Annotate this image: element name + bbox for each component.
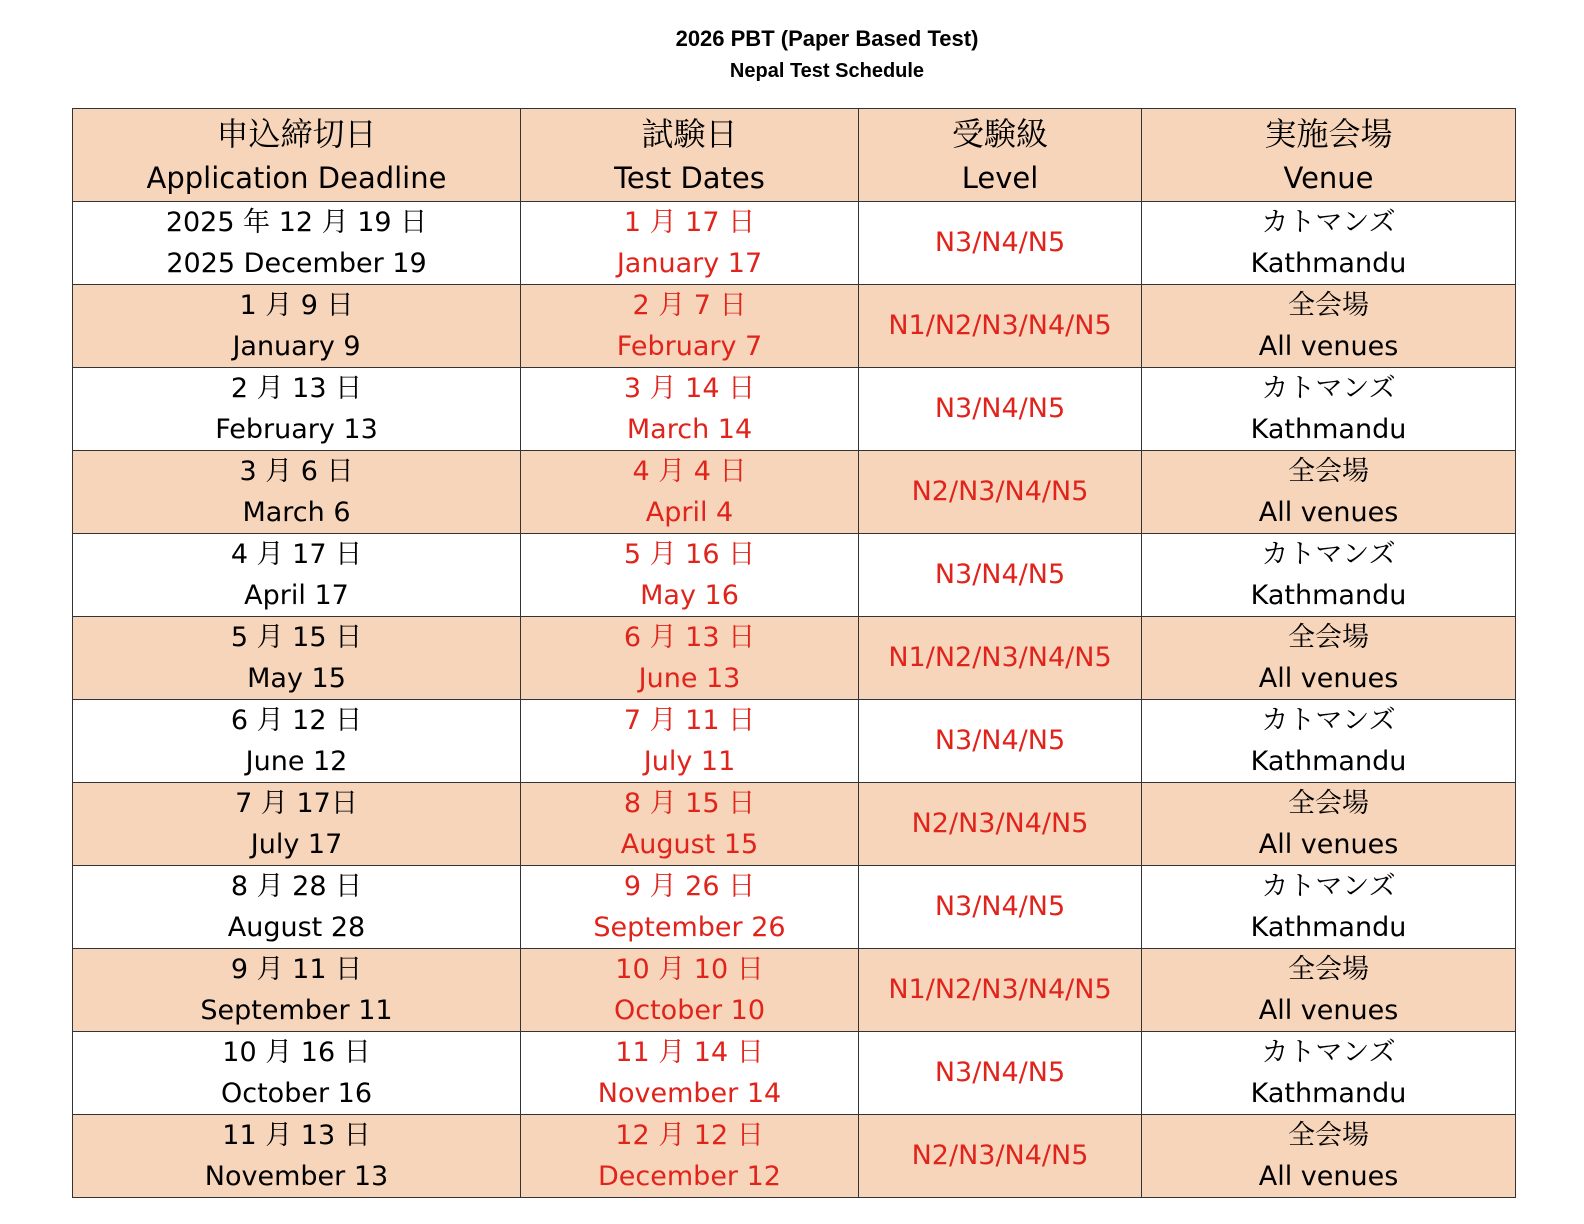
header-jp: 試験日 <box>641 115 738 153</box>
table-row <box>73 451 1516 534</box>
venue-cell <box>1142 534 1516 617</box>
test-date-en: October 10 <box>614 995 765 1026</box>
deadline-cell <box>73 949 521 1032</box>
venue-en: All venues <box>1258 497 1399 528</box>
venue-jp: 全会場 <box>1288 788 1369 819</box>
table-row <box>73 202 1516 285</box>
level-cell <box>859 1115 1142 1198</box>
deadline-en: January 9 <box>232 331 361 362</box>
test-date-jp: 9 月 26 日 <box>623 871 756 902</box>
venue-jp: 全会場 <box>1288 954 1369 985</box>
level-text: N2/N3/N4/N5 <box>911 808 1089 839</box>
deadline-cell <box>73 285 521 368</box>
header-jp: 受験級 <box>951 115 1048 153</box>
header-en: Venue <box>1283 161 1374 195</box>
deadline-cell <box>73 1032 521 1115</box>
level-text: N3/N4/N5 <box>934 559 1066 590</box>
test-date-cell <box>521 783 859 866</box>
deadline-jp: 3 月 6 日 <box>239 456 354 487</box>
deadline-jp: 1 月 9 日 <box>239 290 354 321</box>
venue-jp: カトマンズ <box>1261 705 1396 736</box>
header-level <box>859 109 1142 202</box>
table-row <box>73 1115 1516 1198</box>
deadline-en: March 6 <box>242 497 351 528</box>
venue-en: Kathmandu <box>1250 580 1407 611</box>
test-date-jp: 2 月 7 日 <box>632 290 747 321</box>
deadline-en: August 28 <box>227 912 366 943</box>
venue-en: All venues <box>1258 829 1399 860</box>
test-date-en: February 7 <box>616 331 763 362</box>
venue-cell <box>1142 451 1516 534</box>
venue-en: Kathmandu <box>1250 414 1407 445</box>
table-row <box>73 1032 1516 1115</box>
level-text: N1/N2/N3/N4/N5 <box>888 310 1112 341</box>
deadline-cell <box>73 783 521 866</box>
venue-cell <box>1142 202 1516 285</box>
test-date-cell <box>521 617 859 700</box>
table-row <box>73 783 1516 866</box>
table-row <box>73 866 1516 949</box>
test-date-en: May 16 <box>640 580 739 611</box>
venue-jp: カトマンズ <box>1261 871 1396 902</box>
title-subtitle: Nepal Test Schedule <box>729 60 925 82</box>
venue-en: All venues <box>1258 995 1399 1026</box>
level-cell <box>859 368 1142 451</box>
test-date-jp: 6 月 13 日 <box>623 622 756 653</box>
level-text: N2/N3/N4/N5 <box>911 476 1089 507</box>
header-test-dates <box>521 109 859 202</box>
deadline-en: July 17 <box>250 829 343 860</box>
test-date-cell <box>521 202 859 285</box>
deadline-en: 2025 December 19 <box>166 248 427 279</box>
level-cell <box>859 700 1142 783</box>
deadline-cell <box>73 202 521 285</box>
venue-en: Kathmandu <box>1250 1078 1407 1109</box>
test-date-jp: 1 月 17 日 <box>623 207 756 238</box>
schedule-table <box>72 108 1516 1198</box>
level-cell <box>859 285 1142 368</box>
test-date-en: March 14 <box>626 414 753 445</box>
venue-jp: 全会場 <box>1288 456 1369 487</box>
table-row <box>73 949 1516 1032</box>
venue-en: Kathmandu <box>1250 912 1407 943</box>
deadline-cell <box>73 451 521 534</box>
venue-jp: カトマンズ <box>1261 539 1396 570</box>
venue-jp: カトマンズ <box>1261 1037 1396 1068</box>
schedule-body <box>73 202 1516 1198</box>
title-main: 2026 PBT (Paper Based Test) <box>675 26 979 51</box>
deadline-en: May 15 <box>247 663 346 694</box>
test-date-jp: 4 月 4 日 <box>632 456 747 487</box>
test-date-cell <box>521 285 859 368</box>
level-cell <box>859 1032 1142 1115</box>
test-date-jp: 8 月 15 日 <box>623 788 756 819</box>
table-row <box>73 285 1516 368</box>
deadline-jp: 2025 年 12 月 19 日 <box>165 207 428 238</box>
test-date-en: January 17 <box>616 248 763 279</box>
deadline-en: October 16 <box>221 1078 372 1109</box>
venue-cell <box>1142 1032 1516 1115</box>
deadline-en: April 17 <box>244 580 349 611</box>
level-text: N3/N4/N5 <box>934 1057 1066 1088</box>
table-row <box>73 368 1516 451</box>
table-row <box>73 617 1516 700</box>
level-text: N3/N4/N5 <box>934 891 1066 922</box>
level-cell <box>859 534 1142 617</box>
level-cell <box>859 949 1142 1032</box>
level-text: N2/N3/N4/N5 <box>911 1140 1089 1171</box>
deadline-cell <box>73 700 521 783</box>
venue-jp: カトマンズ <box>1261 373 1396 404</box>
venue-cell <box>1142 285 1516 368</box>
deadline-en: February 13 <box>215 414 378 445</box>
venue-cell <box>1142 1115 1516 1198</box>
deadline-jp: 7 月 17日 <box>235 788 358 819</box>
test-date-en: August 15 <box>620 829 759 860</box>
deadline-cell <box>73 1115 521 1198</box>
venue-en: All venues <box>1258 331 1399 362</box>
table-row <box>73 534 1516 617</box>
venue-jp: 全会場 <box>1288 290 1369 321</box>
test-date-cell <box>521 700 859 783</box>
level-text: N3/N4/N5 <box>934 393 1066 424</box>
deadline-jp: 8 月 28 日 <box>230 871 363 902</box>
level-cell <box>859 617 1142 700</box>
header-en: Application Deadline <box>146 161 447 195</box>
test-date-en: December 12 <box>598 1161 781 1192</box>
test-date-en: April 4 <box>645 497 734 528</box>
venue-en: All venues <box>1258 663 1399 694</box>
venue-cell <box>1142 617 1516 700</box>
test-date-cell <box>521 534 859 617</box>
deadline-jp: 6 月 12 日 <box>230 705 363 736</box>
deadline-jp: 5 月 15 日 <box>230 622 363 653</box>
test-date-jp: 3 月 14 日 <box>623 373 756 404</box>
deadline-jp: 11 月 13 日 <box>222 1120 371 1151</box>
deadline-jp: 4 月 17 日 <box>230 539 363 570</box>
header-venue <box>1142 109 1516 202</box>
header-application-deadline <box>73 109 521 202</box>
deadline-jp: 9 月 11 日 <box>230 954 363 985</box>
level-cell <box>859 451 1142 534</box>
venue-jp: 全会場 <box>1288 1120 1369 1151</box>
header-en: Level <box>961 161 1039 195</box>
test-date-cell <box>521 949 859 1032</box>
deadline-en: September 11 <box>200 995 393 1026</box>
test-date-jp: 12 月 12 日 <box>615 1120 764 1151</box>
deadline-jp: 2 月 13 日 <box>230 373 363 404</box>
venue-cell <box>1142 866 1516 949</box>
level-cell <box>859 866 1142 949</box>
test-date-jp: 11 月 14 日 <box>615 1037 764 1068</box>
test-date-jp: 7 月 11 日 <box>623 705 756 736</box>
level-cell <box>859 202 1142 285</box>
venue-en: All venues <box>1258 1161 1399 1192</box>
test-date-en: July 11 <box>643 746 736 777</box>
test-date-cell <box>521 368 859 451</box>
level-text: N1/N2/N3/N4/N5 <box>888 642 1112 673</box>
document-title <box>0 22 1584 86</box>
test-date-en: September 26 <box>593 912 786 943</box>
level-text: N3/N4/N5 <box>934 227 1066 258</box>
test-date-cell <box>521 451 859 534</box>
test-date-jp: 10 月 10 日 <box>615 954 764 985</box>
deadline-jp: 10 月 16 日 <box>222 1037 371 1068</box>
deadline-cell <box>73 368 521 451</box>
venue-jp: 全会場 <box>1288 622 1369 653</box>
test-date-cell <box>521 1032 859 1115</box>
deadline-cell <box>73 534 521 617</box>
test-date-en: November 14 <box>597 1078 782 1109</box>
venue-en: Kathmandu <box>1250 746 1407 777</box>
deadline-cell <box>73 866 521 949</box>
deadline-en: June 12 <box>245 746 348 777</box>
header-en: Test Dates <box>614 161 765 195</box>
table-header-row <box>73 109 1516 202</box>
level-cell <box>859 783 1142 866</box>
venue-cell <box>1142 949 1516 1032</box>
test-date-en: June 13 <box>638 663 741 694</box>
level-text: N3/N4/N5 <box>934 725 1066 756</box>
test-date-cell <box>521 866 859 949</box>
header-jp: 申込締切日 <box>216 115 377 153</box>
deadline-cell <box>73 617 521 700</box>
header-jp: 実施会場 <box>1264 115 1393 153</box>
venue-cell <box>1142 368 1516 451</box>
venue-en: Kathmandu <box>1250 248 1407 279</box>
level-text: N1/N2/N3/N4/N5 <box>888 974 1112 1005</box>
test-date-cell <box>521 1115 859 1198</box>
test-date-jp: 5 月 16 日 <box>623 539 756 570</box>
venue-jp: カトマンズ <box>1261 207 1396 238</box>
table-row <box>73 700 1516 783</box>
venue-cell <box>1142 700 1516 783</box>
deadline-en: November 13 <box>204 1161 389 1192</box>
venue-cell <box>1142 783 1516 866</box>
